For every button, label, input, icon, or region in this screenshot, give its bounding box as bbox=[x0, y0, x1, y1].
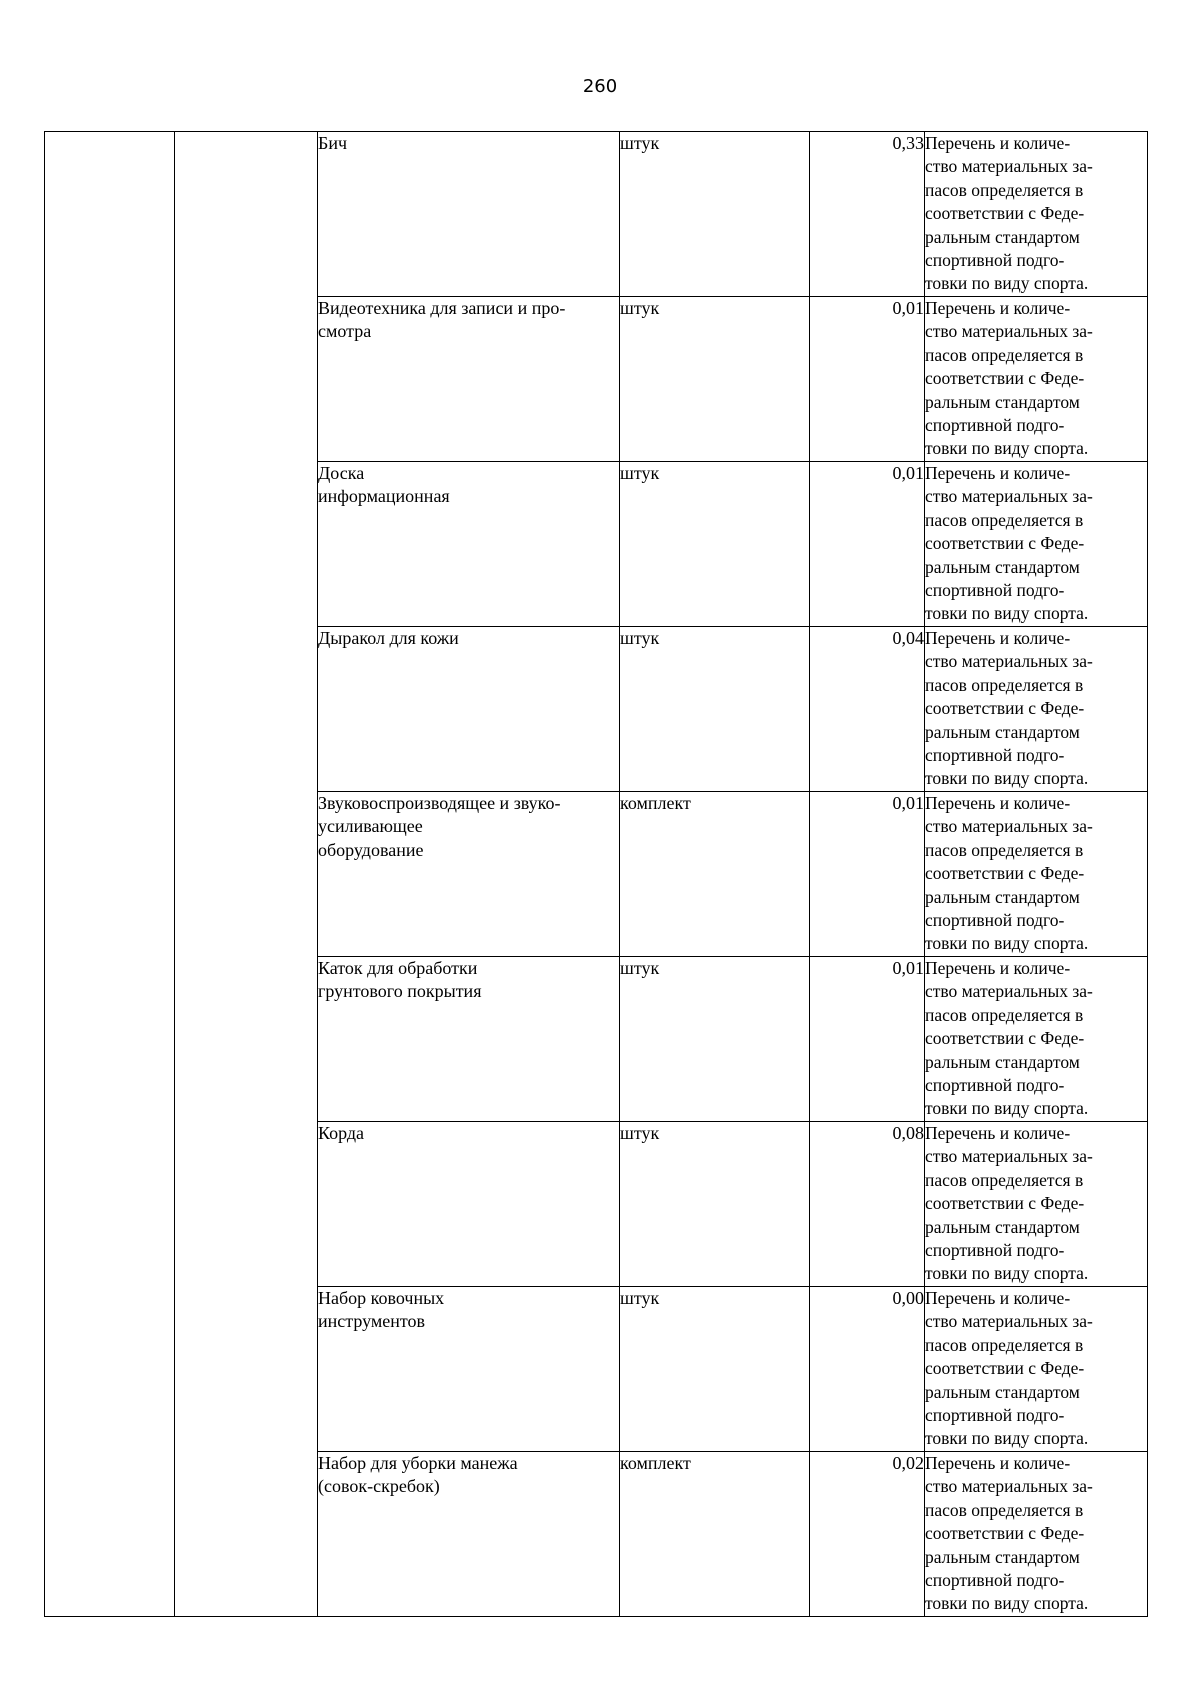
item-name-cell bbox=[318, 462, 620, 627]
item-note-cell bbox=[925, 957, 1148, 1122]
item-note: Перечень и количе- ство материальных за- пасов определяется в соответствии с Феде- ральным стандартом спортивной подго- товки по виду спорта. bbox=[925, 958, 1093, 1119]
item-unit-cell bbox=[620, 1452, 810, 1617]
item-name: Доска информационная bbox=[318, 463, 450, 507]
item-note-cell bbox=[925, 462, 1148, 627]
item-name: Набор для уборки манежа (совок-скребок) bbox=[318, 1453, 518, 1497]
item-unit: штук bbox=[620, 958, 660, 978]
item-quantity-cell bbox=[810, 297, 925, 462]
item-note-cell bbox=[925, 132, 1148, 297]
item-unit-cell bbox=[620, 462, 810, 627]
item-name-cell bbox=[318, 1452, 620, 1617]
item-name: Бич bbox=[318, 133, 348, 153]
item-name-cell bbox=[318, 132, 620, 297]
item-quantity-cell bbox=[810, 462, 925, 627]
item-quantity: 0,01 bbox=[892, 463, 924, 483]
item-name: Набор ковочных инструментов bbox=[318, 1288, 445, 1332]
item-unit: комплект bbox=[620, 1453, 691, 1473]
table-body bbox=[45, 132, 1148, 1617]
item-name: Дыракол для кожи bbox=[318, 628, 459, 648]
item-name-cell bbox=[318, 792, 620, 957]
item-name-cell bbox=[318, 1287, 620, 1452]
item-note: Перечень и количе- ство материальных за- пасов определяется в соответствии с Феде- ральным стандартом спортивной подго- товки по виду спорта. bbox=[925, 463, 1093, 624]
item-quantity: 0,33 bbox=[892, 133, 924, 153]
item-note: Перечень и количе- ство материальных за- пасов определяется в соответствии с Феде- ральным стандартом спортивной подго- товки по виду спорта. bbox=[925, 793, 1093, 954]
item-note: Перечень и количе- ство материальных за- пасов определяется в соответствии с Феде- ральным стандартом спортивной подго- товки по виду спорта. bbox=[925, 628, 1093, 789]
item-unit: штук bbox=[620, 628, 660, 648]
empty-column-2 bbox=[175, 132, 318, 1617]
item-note: Перечень и количе- ство материальных за- пасов определяется в соответствии с Феде- ральным стандартом спортивной подго- товки по виду спорта. bbox=[925, 298, 1093, 459]
page-number: 260 bbox=[582, 76, 618, 97]
item-quantity: 0,01 bbox=[892, 958, 924, 978]
item-name-cell bbox=[318, 957, 620, 1122]
item-unit: штук bbox=[620, 1288, 660, 1308]
item-note: Перечень и количе- ство материальных за- пасов определяется в соответствии с Феде- ральным стандартом спортивной подго- товки по виду спорта. bbox=[925, 1288, 1093, 1449]
item-quantity: 0,01 bbox=[892, 298, 924, 318]
item-unit-cell bbox=[620, 1122, 810, 1287]
item-quantity: 0,01 bbox=[892, 793, 924, 813]
item-quantity-cell bbox=[810, 132, 925, 297]
item-unit-cell bbox=[620, 132, 810, 297]
empty-column-1 bbox=[45, 132, 175, 1617]
item-name: Видеотехника для записи и про- смотра bbox=[318, 298, 566, 342]
item-quantity-cell bbox=[810, 792, 925, 957]
item-name: Корда bbox=[318, 1123, 365, 1143]
item-note: Перечень и количе- ство материальных за- пасов определяется в соответствии с Феде- ральным стандартом спортивной подго- товки по виду спорта. bbox=[925, 1123, 1093, 1284]
item-quantity-cell bbox=[810, 1452, 925, 1617]
item-note-cell bbox=[925, 297, 1148, 462]
table-row bbox=[45, 132, 1148, 297]
item-unit-cell bbox=[620, 1287, 810, 1452]
item-unit: штук bbox=[620, 463, 660, 483]
item-unit: комплект bbox=[620, 793, 691, 813]
equipment-table bbox=[44, 131, 1148, 1617]
item-quantity-cell bbox=[810, 957, 925, 1122]
item-note: Перечень и количе- ство материальных за- пасов определяется в соответствии с Феде- ральным стандартом спортивной подго- товки по виду спорта. bbox=[925, 1453, 1093, 1614]
item-name: Каток для обработки грунтового покрытия bbox=[318, 958, 482, 1002]
item-quantity: 0,02 bbox=[892, 1453, 924, 1473]
item-unit: штук bbox=[620, 1123, 660, 1143]
item-unit: штук bbox=[620, 298, 660, 318]
item-quantity-cell bbox=[810, 1287, 925, 1452]
item-note-cell bbox=[925, 1122, 1148, 1287]
item-name-cell bbox=[318, 627, 620, 792]
item-note: Перечень и количе- ство материальных за- пасов определяется в соответствии с Феде- ральным стандартом спортивной подго- товки по виду спорта. bbox=[925, 133, 1093, 294]
item-quantity-cell bbox=[810, 627, 925, 792]
item-note-cell bbox=[925, 1452, 1148, 1617]
item-unit-cell bbox=[620, 957, 810, 1122]
item-quantity: 0,08 bbox=[892, 1123, 924, 1143]
item-note-cell bbox=[925, 627, 1148, 792]
item-unit-cell bbox=[620, 627, 810, 792]
item-name-cell bbox=[318, 297, 620, 462]
item-quantity: 0,00 bbox=[892, 1288, 924, 1308]
item-unit-cell bbox=[620, 297, 810, 462]
item-unit-cell bbox=[620, 792, 810, 957]
item-name-cell bbox=[318, 1122, 620, 1287]
item-name: Звуковоспроизводящее и звуко- усиливающее оборудование bbox=[318, 793, 561, 860]
item-unit: штук bbox=[620, 133, 660, 153]
item-note-cell bbox=[925, 792, 1148, 957]
item-quantity-cell bbox=[810, 1122, 925, 1287]
item-note-cell bbox=[925, 1287, 1148, 1452]
item-quantity: 0,04 bbox=[892, 628, 924, 648]
